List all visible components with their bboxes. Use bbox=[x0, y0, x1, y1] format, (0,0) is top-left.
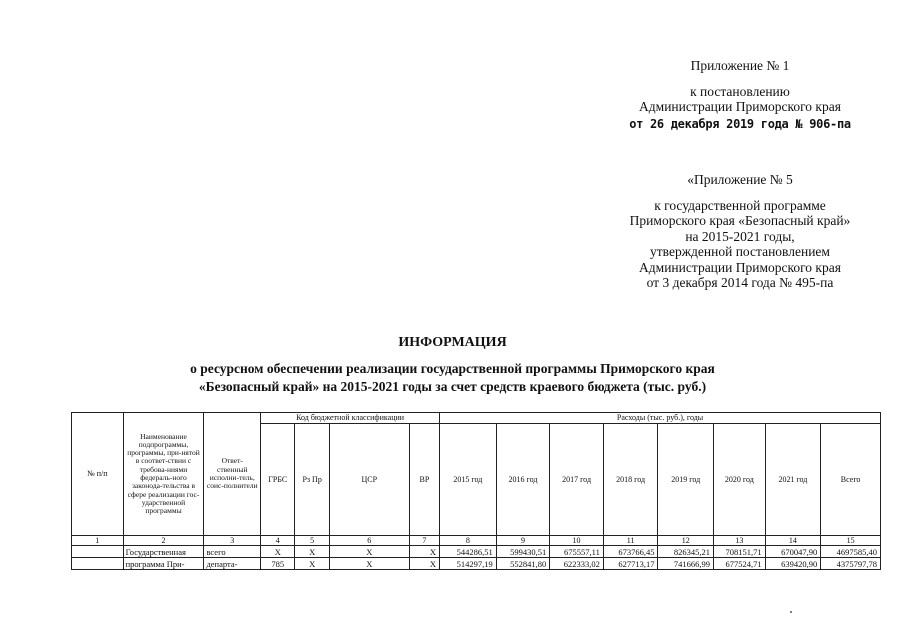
row-vr: X bbox=[409, 558, 439, 570]
table-header-group-row bbox=[72, 413, 881, 424]
row-name: Государственная bbox=[123, 546, 204, 558]
column-number: 9 bbox=[496, 536, 550, 546]
appendix-5-administration: Администрации Приморского края bbox=[639, 259, 841, 275]
header-year-2016: 2016 год bbox=[496, 424, 550, 536]
row-value-2021: 670047,90 bbox=[765, 546, 821, 558]
header-grbs: ГРБС bbox=[261, 424, 295, 536]
column-number: 12 bbox=[658, 536, 714, 546]
column-number: 11 bbox=[603, 536, 658, 546]
column-number: 15 bbox=[821, 536, 881, 546]
row-value-2016: 599430,51 bbox=[496, 546, 550, 558]
header-total: Всего bbox=[821, 424, 881, 536]
document-heading: ИНФОРМАЦИЯ bbox=[398, 335, 507, 350]
column-number: 10 bbox=[550, 536, 604, 546]
row-value-total: 4375797,78 bbox=[821, 558, 881, 570]
column-number: 5 bbox=[295, 536, 329, 546]
header-executor: Ответ-ственный исполни-тель, соис-полнители bbox=[204, 413, 261, 536]
row-csr: X bbox=[329, 546, 409, 558]
column-number: 8 bbox=[440, 536, 497, 546]
header-year-2020: 2020 год bbox=[714, 424, 766, 536]
column-number: 13 bbox=[714, 536, 766, 546]
column-number-row bbox=[72, 536, 881, 546]
appendix-5-approved: утвержденной постановлением bbox=[650, 244, 830, 259]
column-number: 14 bbox=[765, 536, 821, 546]
row-value-2017: 622333,02 bbox=[550, 558, 604, 570]
row-grbs: X bbox=[261, 546, 295, 558]
row-name: программа При- bbox=[123, 558, 204, 570]
appendix-1-administration: Администрации Приморского края bbox=[639, 99, 841, 114]
row-value-2018: 673766,45 bbox=[603, 546, 658, 558]
document-subtitle-line-2: «Безопасный край» на 2015-2021 годы за счет средств краевого бюджета (тыс. руб.) bbox=[198, 379, 707, 394]
column-number: 1 bbox=[72, 536, 124, 546]
row-value-2017: 675557,11 bbox=[550, 546, 604, 558]
row-num bbox=[72, 546, 124, 558]
row-value-2015: 514297,19 bbox=[440, 558, 497, 570]
appendix-1-to-resolution: к постановлению bbox=[690, 83, 790, 99]
column-number: 7 bbox=[409, 536, 439, 546]
header-year-2017: 2017 год bbox=[550, 424, 604, 536]
row-executor: всего bbox=[204, 546, 261, 558]
header-year-2021: 2021 год bbox=[765, 424, 821, 536]
row-vr: X bbox=[409, 546, 439, 558]
row-executor: департа- bbox=[204, 558, 261, 570]
row-value-2020: 708151,71 bbox=[714, 546, 766, 558]
table-row bbox=[72, 546, 881, 558]
row-value-2016: 552841,80 bbox=[496, 558, 550, 570]
row-value-2019: 826345,21 bbox=[658, 546, 714, 558]
header-year-2015: 2015 год bbox=[440, 424, 497, 536]
document-subtitle-line-1: о ресурсном обеспечении реализации государственной программы Приморского края bbox=[190, 361, 715, 376]
appendix-5-date: от 3 декабря 2014 года № 495-па bbox=[646, 275, 834, 290]
row-value-2021: 639420,90 bbox=[765, 558, 821, 570]
appendix-1-date-stamp: от 26 декабря 2019 года № 906-па bbox=[629, 116, 851, 131]
document-subtitle bbox=[90, 360, 815, 396]
header-year-2019: 2019 год bbox=[658, 424, 714, 536]
row-value-2020: 677524,71 bbox=[714, 558, 766, 570]
table-row bbox=[72, 558, 881, 570]
header-csr: ЦСР bbox=[329, 424, 409, 536]
row-csr: X bbox=[329, 558, 409, 570]
appendix-5-program-ref: к государственной программе bbox=[654, 197, 826, 213]
row-value-2015: 544286,51 bbox=[440, 546, 497, 558]
column-number: 6 bbox=[329, 536, 409, 546]
column-number: 3 bbox=[204, 536, 261, 546]
appendix-5-program-name: Приморского края «Безопасный край» bbox=[629, 213, 851, 228]
appendix-5-period: на 2015-2021 годы, bbox=[685, 228, 795, 244]
header-num: № п/п bbox=[72, 413, 124, 536]
appendix-5-title: «Приложение № 5 bbox=[687, 172, 793, 187]
scan-dot bbox=[790, 611, 792, 613]
header-expenses-group: Расходы (тыс. руб.), годы bbox=[440, 413, 881, 424]
row-rzpr: X bbox=[295, 546, 329, 558]
header-year-2018: 2018 год bbox=[603, 424, 658, 536]
row-grbs: 785 bbox=[261, 558, 295, 570]
column-number: 2 bbox=[123, 536, 204, 546]
resource-table bbox=[71, 412, 881, 570]
column-number: 4 bbox=[261, 536, 295, 546]
appendix-1-title: Приложение № 1 bbox=[690, 58, 790, 73]
row-num bbox=[72, 558, 124, 570]
appendix-1-header bbox=[590, 58, 890, 132]
header-name: Наименование подпрограммы, программы, при-нятой в соответ-ствии с требова-ниями федераль-ного законода-тельства в сфере реализации гос-ударственной программы bbox=[123, 413, 204, 536]
header-rzpr: Рз Пр bbox=[295, 424, 329, 536]
row-value-2018: 627713,17 bbox=[603, 558, 658, 570]
header-vr: ВР bbox=[409, 424, 439, 536]
header-budget-code-group: Код бюджетной классификации bbox=[261, 413, 440, 424]
row-value-total: 4697585,40 bbox=[821, 546, 881, 558]
row-value-2019: 741666,99 bbox=[658, 558, 714, 570]
row-rzpr: X bbox=[295, 558, 329, 570]
appendix-5-header bbox=[590, 172, 890, 291]
